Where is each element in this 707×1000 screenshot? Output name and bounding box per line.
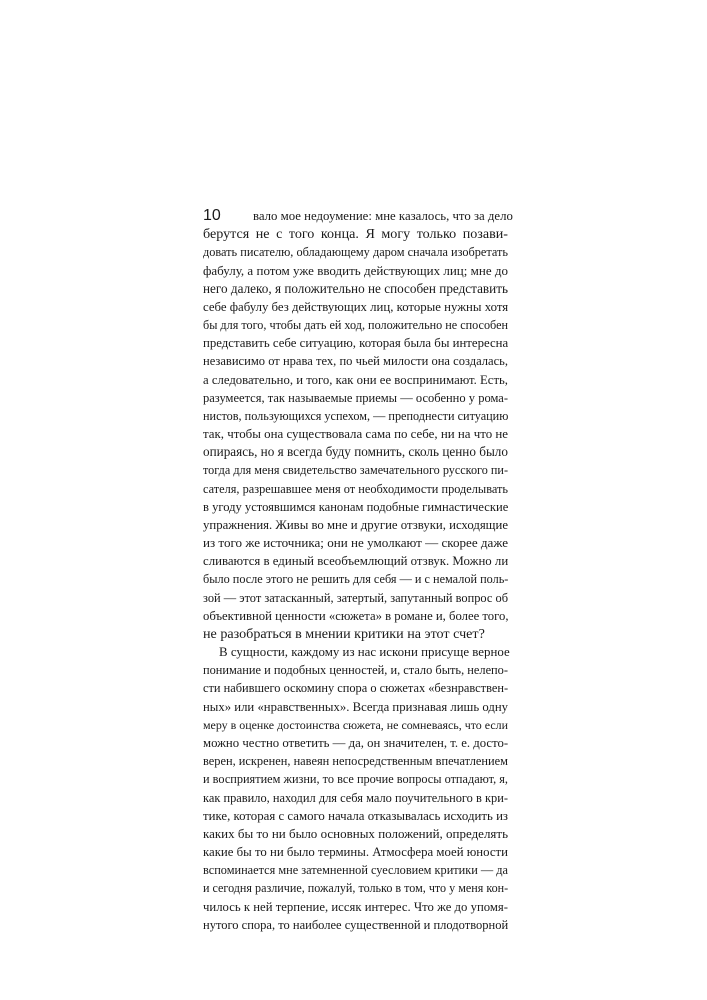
text-line: опираясь, но я всегда буду помнить, сколь ценно было — [203, 444, 508, 460]
text-line: так, чтобы она существовала сама по себе, ни на что не — [203, 426, 509, 442]
text-line: и восприятием жизни, то все прочие вопросы отпадают, я, — [203, 772, 508, 787]
text-line: объективной ценности «сюжета» в романе и, более того, — [203, 608, 509, 623]
text-line: разумеется, так называемые приемы — особенно у рома- — [203, 390, 508, 405]
text-line: нистов, пользующихся успехом, — преподнести ситуацию — [203, 408, 509, 423]
text-line: а следовательно, и того, как они ее воспринимают. Есть, — [203, 372, 508, 387]
text-line: каких бы то ни было основных положений, определять — [203, 825, 508, 841]
text-line: представить себе ситуацию, которая была бы интересна — [203, 336, 509, 351]
text-line: верен, искренен, навеян непосредственным впечатлением — [203, 754, 508, 769]
text-line: чилось к ней терпение, иссяк интерес. Что же до упомя- — [203, 899, 508, 914]
text-line: в угоду устоявшимся канонам подобные гимнастические — [203, 499, 509, 514]
text-line: нутого спора, то наиболее существенной и плодотворной — [203, 917, 509, 932]
text-line: не разобраться в мнении критики на этот счет? — [203, 625, 485, 642]
text-line: сателя, разрешавшее меня от необходимости проделывать — [203, 481, 508, 496]
text-line: можно честно ответить — да, он значителен, т. е. досто- — [203, 735, 509, 750]
text-line: было после этого не решить для себя — и с немалой поль- — [203, 572, 509, 587]
text-line: тике, которая с самого начала отказывалась исходить из — [203, 808, 508, 823]
paragraph-1 — [203, 207, 513, 643]
text-line: упражнения. Живы во мне и другие отзвуки, исходящие — [203, 517, 508, 532]
text-line: и сегодня различие, пожалуй, только в том, что у меня кон- — [203, 881, 509, 896]
text-line: фабулу, а потом уже вводить действующих лиц; мне до — [203, 262, 508, 278]
text-line: понимание и подобных ценностей, и, стало быть, нелепо- — [203, 663, 508, 678]
text-line: из того же источника; они не умолкают — скорее даже — [203, 535, 508, 551]
text-line: довать писателю, обладающему даром сначала изобретать — [203, 245, 508, 260]
body-text — [203, 207, 513, 934]
text-line: сливаются в единый всеобъемлющий отзвук. Можно ли — [203, 554, 509, 569]
text-line: берутся не с того конца. Я могу только позави- — [203, 226, 508, 243]
text-line: сти набившего оскомину спора о сюжетах «безнравствен- — [203, 681, 509, 696]
text-line: независимо от нрава тех, по чьей милости она создалась, — [203, 354, 508, 369]
text-line: меру в оценке достоинства сюжета, не сомневаясь, что если — [203, 717, 508, 732]
text-line: тогда для меня свидетельство замечательного русского пи- — [203, 463, 508, 478]
text-line: какие бы то ни было термины. Атмосфера моей юности — [203, 845, 508, 860]
text-line: ных» или «нравственных». Всегда признавая лишь одну — [203, 699, 508, 714]
text-line: вспоминается мне затемненной суесловием критики — да — [203, 863, 509, 878]
text-line: В сущности, каждому из нас искони присуще верное — [219, 644, 510, 660]
text-line: как правило, находил для себя мало поучительного в кри- — [203, 790, 508, 805]
text-line: него далеко, я положительно не способен представить — [203, 280, 508, 296]
page-number: 10 — [203, 207, 221, 224]
text-line: вало мое недоумение: мне казалось, что за дело — [253, 209, 513, 223]
text-line: бы для того, чтобы дать ей ход, положительно не способен — [203, 318, 508, 333]
text-line: себе фабулу без действующих лиц, которые нужны хотя — [203, 299, 509, 314]
paragraph-2 — [203, 643, 508, 934]
text-line: зой — этот затасканный, затертый, запутанный вопрос об — [203, 590, 508, 605]
